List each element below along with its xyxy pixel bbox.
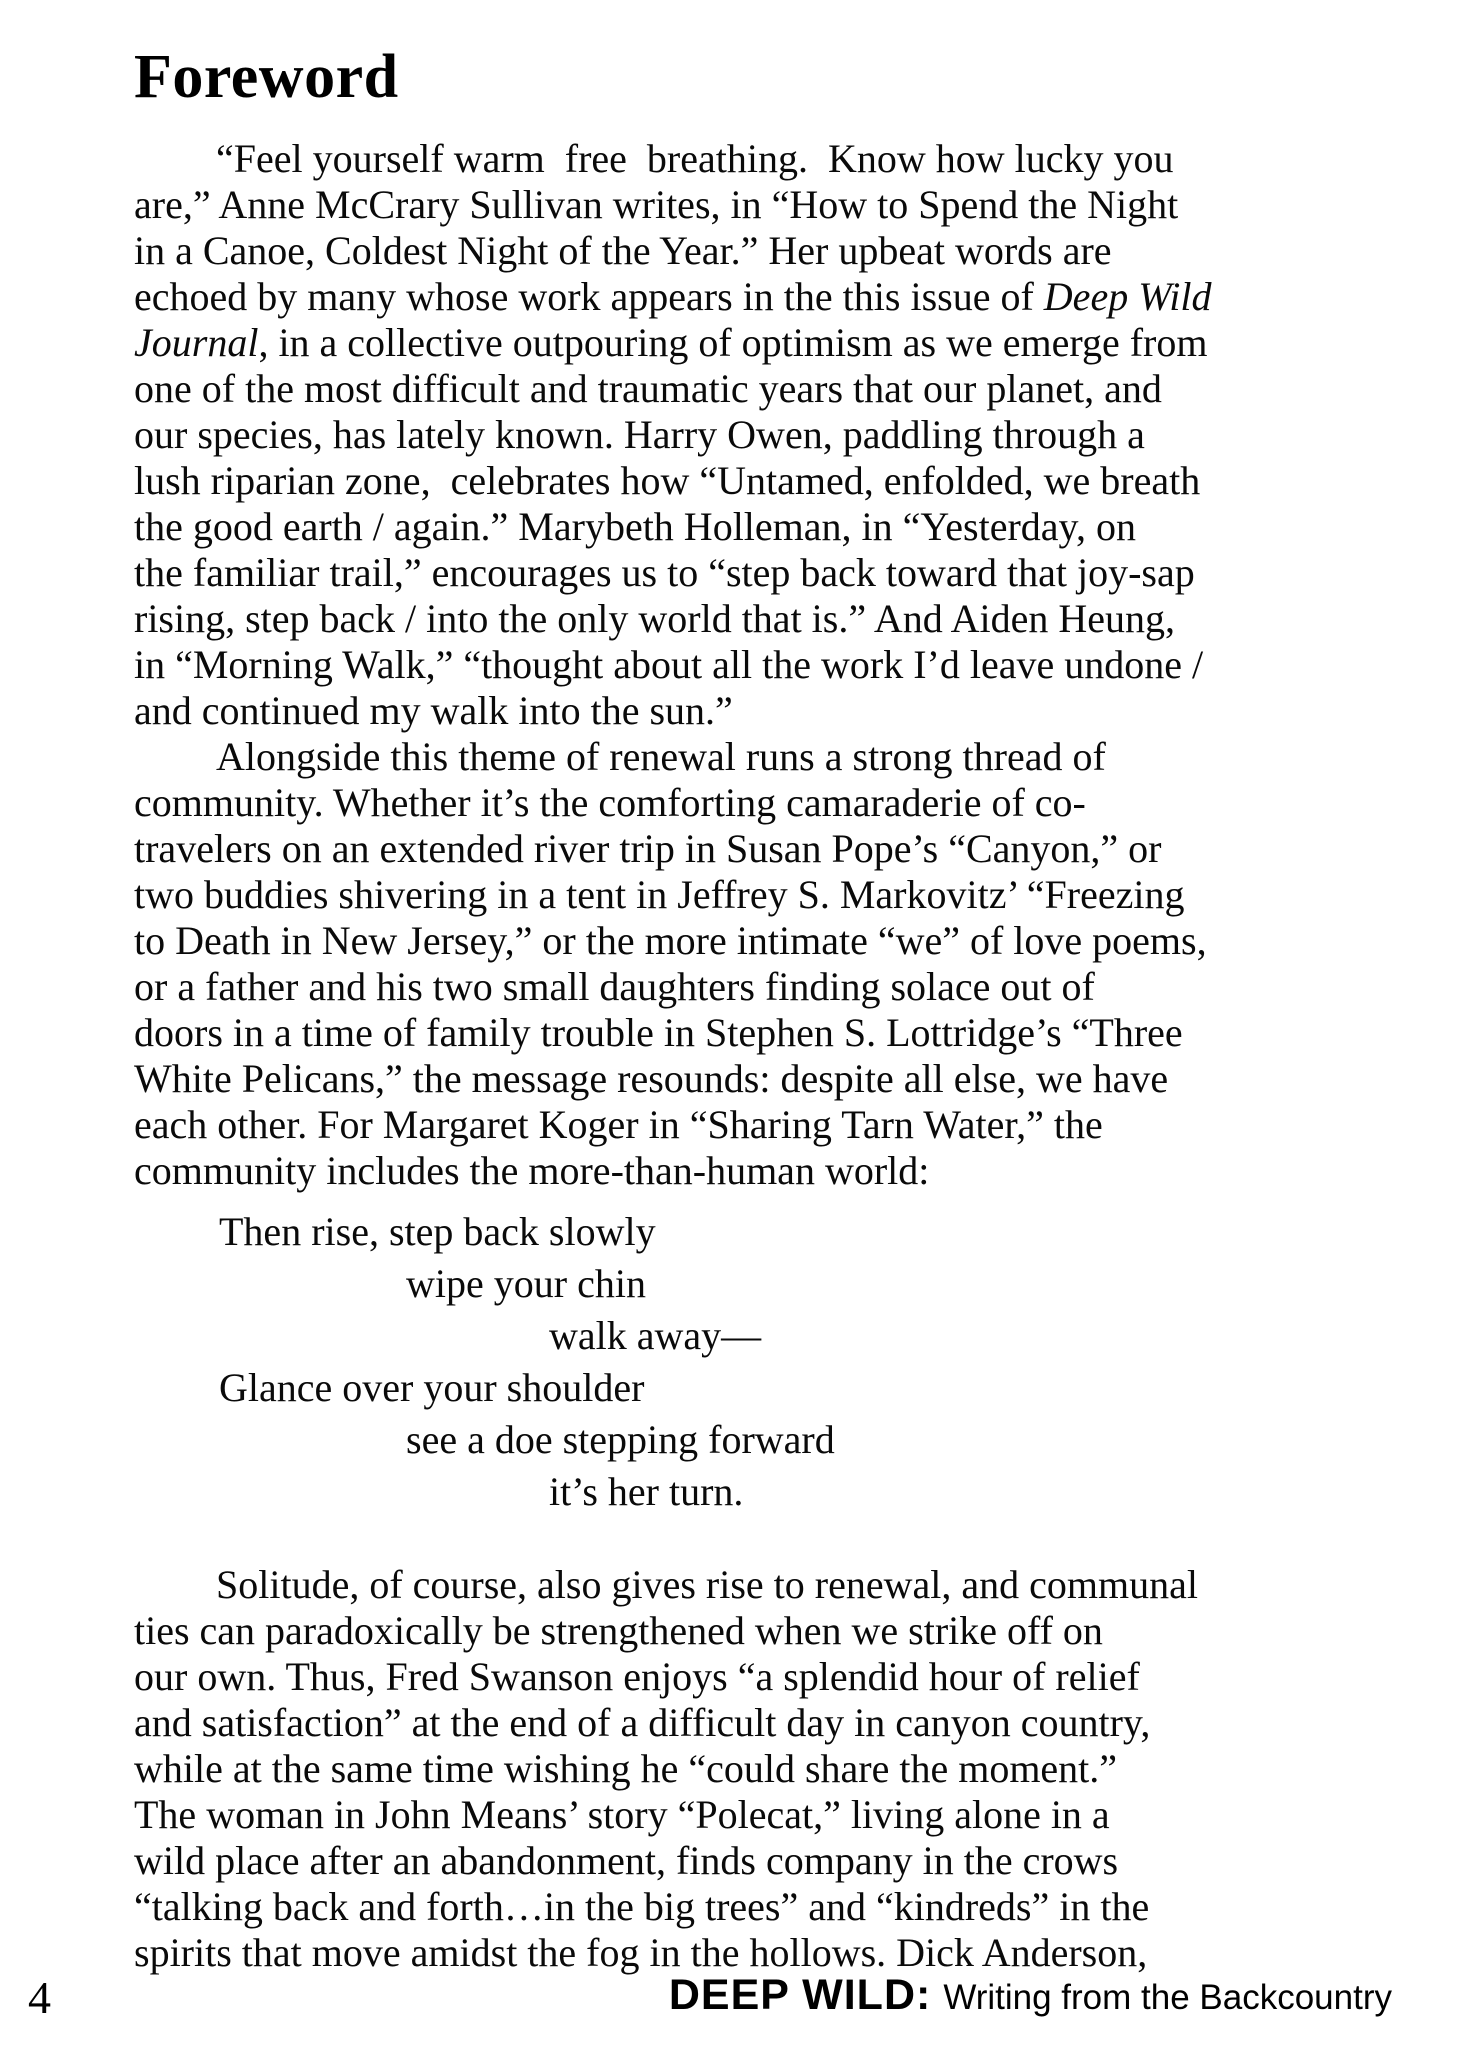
text-line: walk away— bbox=[549, 1313, 762, 1358]
text-line: ties can paradoxically be strengthened when we strike off on bbox=[134, 1608, 1103, 1653]
text-line: rising, step back / into the only world that is.” And Aiden Heung, bbox=[134, 596, 1175, 641]
journal-subtitle: Writing from the Backcountry bbox=[943, 1978, 1392, 2017]
text-line: Journal, in a collective outpouring of optimism as we emerge from bbox=[134, 320, 1208, 365]
text-line: “talking back and forth…in the big trees” and “kindreds” in the bbox=[134, 1884, 1150, 1929]
text-line: or a father and his two small daughters finding solace out of bbox=[134, 964, 1095, 1009]
text-line: wild place after an abandonment, finds company in the crows bbox=[134, 1838, 1119, 1883]
body-text bbox=[134, 136, 1379, 1976]
text-line: Alongside this theme of renewal runs a strong thread of bbox=[216, 734, 1106, 779]
text-line: Then rise, step back slowly bbox=[219, 1209, 656, 1254]
page-number: 4 bbox=[28, 1972, 51, 2023]
text-line: lush riparian zone, celebrates how “Untamed, enfolded, we breath bbox=[134, 458, 1201, 503]
text-line: one of the most difficult and traumatic years that our planet, and bbox=[134, 366, 1162, 411]
text-line: our own. Thus, Fred Swanson enjoys “a splendid hour of relief bbox=[134, 1654, 1140, 1699]
body-paragraph bbox=[134, 734, 1379, 1194]
text-line: are,” Anne McCrary Sullivan writes, in “How to Spend the Night bbox=[134, 182, 1179, 227]
text-line: while at the same time wishing he “could share the moment.” bbox=[134, 1746, 1118, 1791]
text-line: and satisfaction” at the end of a difficult day in canyon country, bbox=[134, 1700, 1151, 1745]
text-line: wipe your chin bbox=[406, 1261, 646, 1306]
text-line: The woman in John Means’ story “Polecat,” living alone in a bbox=[134, 1792, 1110, 1837]
verse-block bbox=[134, 1206, 1379, 1518]
body-paragraph bbox=[134, 136, 1379, 734]
text-line: echoed by many whose work appears in the this issue of Deep Wild bbox=[134, 274, 1212, 319]
text-line: each other. For Margaret Koger in “Sharing Tarn Water,” the bbox=[134, 1102, 1103, 1147]
text-line: in a Canoe, Coldest Night of the Year.” Her upbeat words are bbox=[134, 228, 1112, 273]
text-line: and continued my walk into the sun.” bbox=[134, 688, 733, 733]
text-line: see a doe stepping forward bbox=[406, 1417, 835, 1462]
text-line: “Feel yourself warm free breathing. Know how lucky you bbox=[216, 136, 1174, 181]
journal-footer-brand bbox=[669, 1971, 1392, 2020]
text-line: spirits that move amidst the fog in the hollows. Dick Anderson, bbox=[134, 1930, 1148, 1975]
text-line: the good earth / again.” Marybeth Holleman, in “Yesterday, on bbox=[134, 504, 1136, 549]
text-line: our species, has lately known. Harry Owen, paddling through a bbox=[134, 412, 1145, 457]
page-title: Foreword bbox=[134, 43, 399, 111]
text-line: to Death in New Jersey,” or the more intimate “we” of love poems, bbox=[134, 918, 1207, 963]
text-line: it’s her turn. bbox=[549, 1469, 744, 1514]
text-line: Solitude, of course, also gives rise to renewal, and communal bbox=[216, 1562, 1198, 1607]
text-line: two buddies shivering in a tent in Jeffrey S. Markovitz’ “Freezing bbox=[134, 872, 1185, 917]
text-line: Glance over your shoulder bbox=[219, 1365, 645, 1410]
text-line: White Pelicans,” the message resounds: despite all else, we have bbox=[134, 1056, 1169, 1101]
text-line: doors in a time of family trouble in Stephen S. Lottridge’s “Three bbox=[134, 1010, 1183, 1055]
text-line: travelers on an extended river trip in Susan Pope’s “Canyon,” or bbox=[134, 826, 1162, 871]
text-line: community. Whether it’s the comforting camaraderie of co- bbox=[134, 780, 1086, 825]
text-line: the familiar trail,” encourages us to “step back toward that joy-sap bbox=[134, 550, 1195, 595]
text-line: in “Morning Walk,” “thought about all the work I’d leave undone / bbox=[134, 642, 1204, 687]
body-paragraph bbox=[134, 1562, 1379, 1976]
text-line: community includes the more-than-human world: bbox=[134, 1148, 930, 1193]
journal-title: DEEP WILD: bbox=[668, 1971, 932, 2019]
